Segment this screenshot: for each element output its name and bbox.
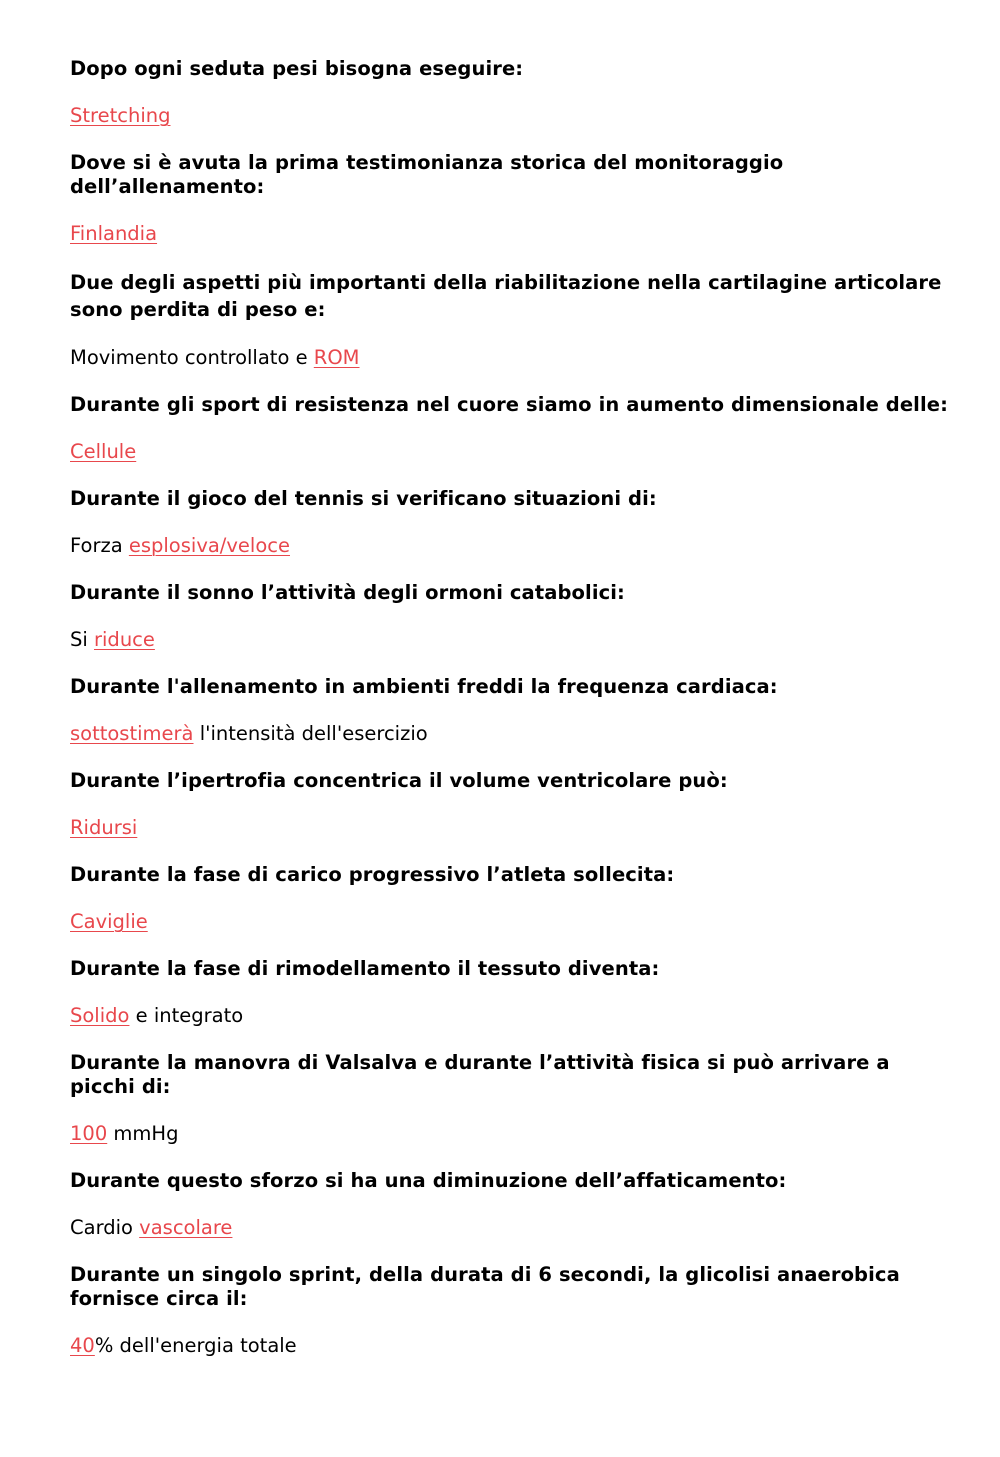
question-text: Dove si è avuta la prima testimonianza storica del monitoraggio dell’allenamento:: [70, 151, 784, 198]
answer-text: [70, 222, 950, 246]
question-text: Durante gli sport di resistenza nel cuore siamo in aumento dimensionale delle:: [70, 393, 948, 416]
answer-text: [70, 104, 950, 128]
answer-text: Forza esplosiva/veloce: [70, 534, 290, 557]
question-text: Durante l’ipertrofia concentrica il volume ventricolare può:: [70, 769, 728, 792]
highlighted-answer[interactable]: sottostimerà: [70, 722, 194, 745]
question-text: Due degli aspetti più importanti della riabilitazione nella cartilagine articolare sono perdita di peso e:: [70, 271, 942, 321]
answer-text: Cardio vascolare: [70, 1216, 233, 1239]
question-text: Durante l'allenamento in ambienti freddi la frequenza cardiaca:: [70, 675, 778, 698]
qa-document: [70, 57, 950, 1358]
answer-text: Si riduce: [70, 628, 155, 651]
question-text: Durante la manovra di Valsalva e durante l’attività fisica si può arrivare a picchi di:: [70, 1051, 890, 1098]
highlighted-answer[interactable]: 100: [70, 1122, 108, 1145]
answer-text: 40% dell'energia totale: [70, 1334, 297, 1357]
answer-text: [70, 910, 950, 934]
highlighted-answer[interactable]: Cellule: [70, 440, 137, 463]
highlighted-answer[interactable]: Caviglie: [70, 910, 148, 933]
answer-text: Solido e integrato: [70, 1004, 244, 1027]
highlighted-answer[interactable]: ROM: [313, 346, 360, 369]
highlighted-answer[interactable]: 40: [70, 1334, 95, 1357]
answer-text: Movimento controllato e ROM: [70, 346, 360, 369]
highlighted-answer[interactable]: Finlandia: [70, 222, 158, 245]
answer-text: 100 mmHg: [70, 1122, 179, 1145]
question-text: Durante il sonno l’attività degli ormoni catabolici:: [70, 581, 625, 604]
highlighted-answer[interactable]: Stretching: [70, 104, 171, 127]
question-text: Durante il gioco del tennis si verificano situazioni di:: [70, 487, 657, 510]
question-text: Durante la fase di rimodellamento il tessuto diventa:: [70, 957, 660, 980]
question-text: Durante la fase di carico progressivo l’atleta sollecita:: [70, 863, 675, 886]
highlighted-answer[interactable]: Solido: [70, 1004, 130, 1027]
highlighted-answer[interactable]: esplosiva/veloce: [128, 534, 290, 557]
highlighted-answer[interactable]: riduce: [94, 628, 155, 651]
answer-text: sottostimerà l'intensità dell'esercizio: [70, 722, 428, 745]
answer-text: [70, 440, 950, 464]
question-text: Dopo ogni seduta pesi bisogna eseguire:: [70, 57, 524, 80]
answer-text: [70, 816, 950, 840]
question-text: Durante questo sforzo si ha una diminuzione dell’affaticamento:: [70, 1169, 787, 1192]
question-text: Durante un singolo sprint, della durata di 6 secondi, la glicolisi anaerobica fornisce circa il:: [70, 1263, 900, 1310]
highlighted-answer[interactable]: vascolare: [139, 1216, 233, 1239]
highlighted-answer[interactable]: Ridursi: [70, 816, 138, 839]
